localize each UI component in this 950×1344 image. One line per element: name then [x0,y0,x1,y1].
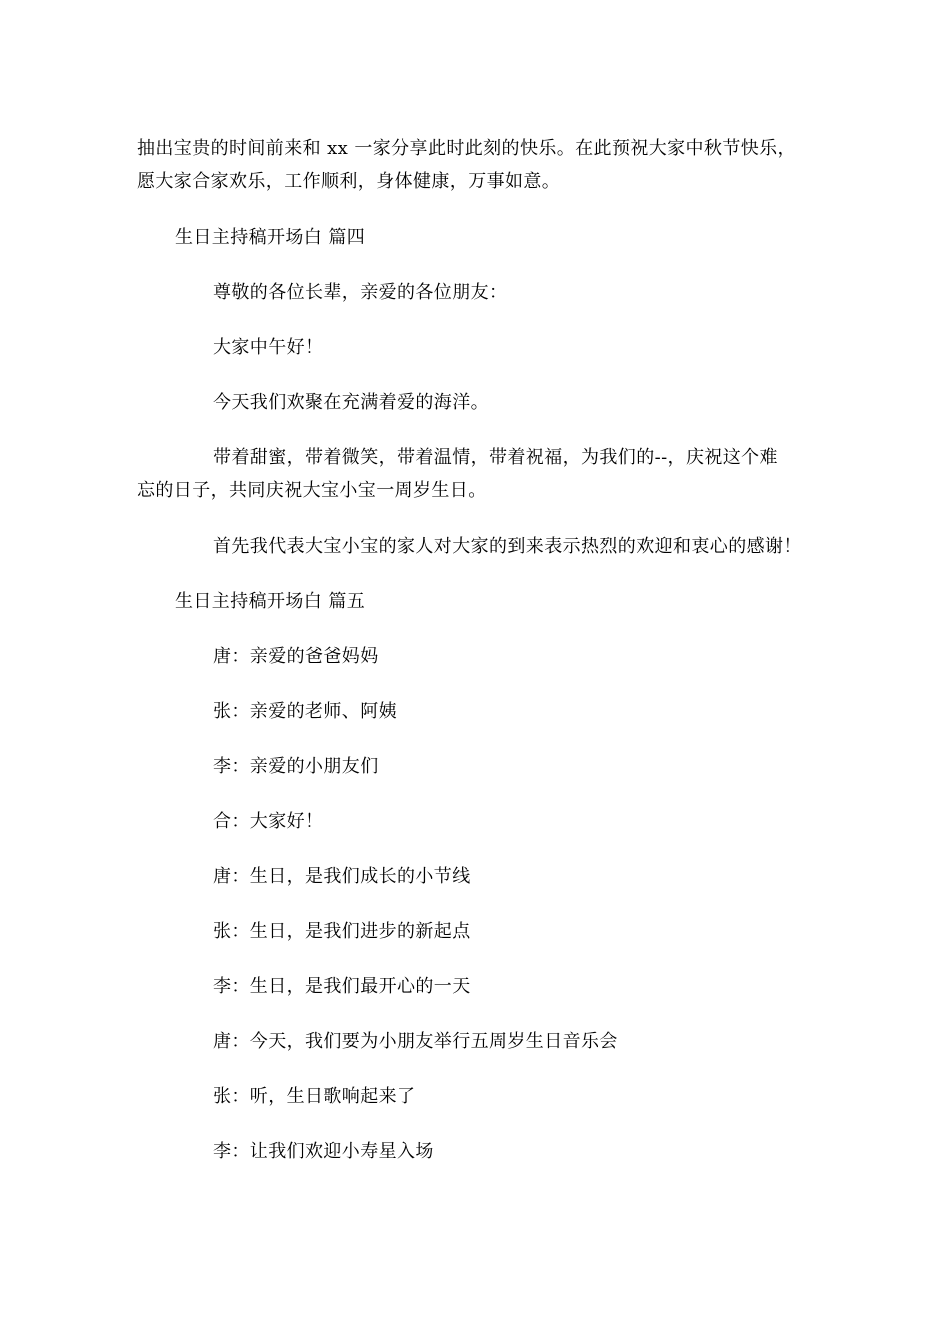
dialogue-line: 唐：生日，是我们成长的小节线 [213,866,471,887]
intro-line-2: 愿大家合家欢乐，工作顺利，身体健康，万事如意。 [137,171,561,192]
section-4-paragraph-3: 首先我代表大宝小宝的家人对大家的到来表示热烈的欢迎和衷心的感谢！ [213,536,802,557]
dialogue-line: 张：生日，是我们进步的新起点 [213,921,471,942]
section-4-hello: 大家中午好！ [213,337,324,358]
section-5-heading: 生日主持稿开场白 篇五 [175,591,366,612]
dialogue-line: 张：听，生日歌响起来了 [213,1086,416,1107]
section-4-paragraph-2-line-2: 忘的日子，共同庆祝大宝小宝一周岁生日。 [137,480,487,501]
section-4-paragraph-1: 今天我们欢聚在充满着爱的海洋。 [213,392,489,413]
dialogue-line: 合：大家好！ [213,811,324,832]
dialogue-line: 李：生日，是我们最开心的一天 [213,976,471,997]
section-4-paragraph-2-line-1: 带着甜蜜，带着微笑，带着温情，带着祝福，为我们的--，庆祝这个难 [213,447,778,468]
section-4-heading: 生日主持稿开场白 篇四 [175,227,366,248]
dialogue-line: 唐：今天，我们要为小朋友举行五周岁生日音乐会 [213,1031,618,1052]
section-4-greeting: 尊敬的各位长辈，亲爱的各位朋友： [213,282,508,303]
intro-line-1: 抽出宝贵的时间前来和 xx 一家分享此时此刻的快乐。在此预祝大家中秋节快乐， [137,138,796,159]
dialogue-line: 唐：亲爱的爸爸妈妈 [213,646,379,667]
dialogue-line: 李：让我们欢迎小寿星入场 [213,1141,434,1162]
dialogue-line: 张：亲爱的老师、阿姨 [213,701,397,722]
dialogue-line: 李：亲爱的小朋友们 [213,756,379,777]
